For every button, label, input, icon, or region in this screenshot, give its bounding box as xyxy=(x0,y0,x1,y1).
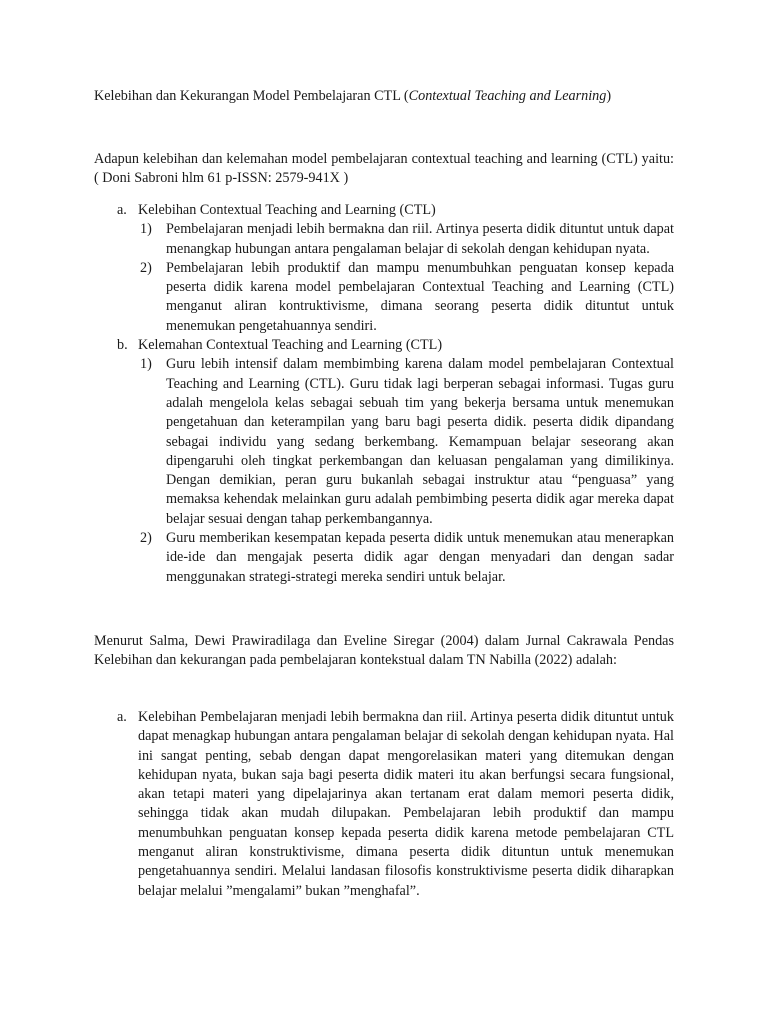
title-italic: Contextual Teaching and Learning xyxy=(408,88,607,104)
sub-item-text: Pembelajaran menjadi lebih bermakna dan riil. Artinya peserta didik dituntut untuk dapat menangkap hubungan antara pengalaman belajar di sekolah dengan kehidupan nyata. xyxy=(166,221,674,257)
list-heading: Kelemahan Contextual Teaching and Learning (CTL) xyxy=(138,337,443,354)
list-heading: Kelebihan Contextual Teaching and Learning (CTL) xyxy=(138,202,436,218)
sub-item-text: Guru lebih intensif dalam membimbing karena dalam model pembelajaran Contextual Teaching and Learning (CTL). Guru tidak lagi berperan sebagai informasi. Tugas guru adalah mengelola kelas sebagai sebuah tim yang bekerja bersama untuk menemukan pengetahuan dan keterampilan yang baru bagi peserta didik. peserta didik dipandang sebagai individu yang sedang berkembang. Kemampuan belajar seseorang akan dipengaruhi oleh tingkat perkembangan dan keluasan pengalaman yang dimilikinya. Dengan demikian, peran guru bukanlah sebagai instruktur atau “penguasa” yang memaksa kehendak melainkan guru adalah pembimbing peserta didik agar mereka dapat belajar sesuai dengan tahap perkembangannya. xyxy=(166,356,674,527)
sub-item xyxy=(94,529,674,587)
document-title xyxy=(94,87,694,106)
list-item-text: Kelebihan Pembelajaran menjadi lebih bermakna dan riil. Artinya peserta didik dituntut untuk dapat menagkap hubungan antara pengalaman belajar di sekolah dengan kehidupan nyata. Hal ini sangat penting, sebab dengan dapat mengorelasikan materi yang ditemukan dengan kehidupan nyata, bukan saja bagi peserta didik materi itu akan berfungsi secara fungsional, akan tetapi materi yang dipelajarinya akan tertanam erat dalam memori peserta didik, sehingga tidak akan mudah dilupakan. Pembelajaran lebih produktif dan mampu menumbuhkan penguatan konsep kepada peserta didik karena metode pembelajaran CTL menganut aliran konstruktivisme, dimana peserta didik dituntun untuk menemukan pengetahuannya sendiri. Melalui landasan filosofis konstruktivisme peserta didik diharapkan belajar melalui ”mengalami” bukan ”menghafal”. xyxy=(138,709,674,899)
list-marker: a. xyxy=(117,202,127,218)
list-kelebihan-2 xyxy=(94,708,674,901)
list-marker: b. xyxy=(117,337,128,354)
sub-marker: 1) xyxy=(140,356,152,373)
list-kelebihan-kelemahan xyxy=(94,201,674,587)
list-item-a xyxy=(94,708,674,901)
sub-item-text: Guru memberikan kesempatan kepada peserta didik untuk menemukan atau menerapkan ide-ide dan mengajak peserta didik agar dengan menyadari dan dengan sadar menggunakan strategi-strategi mereka sendiri untuk belajar. xyxy=(166,530,674,585)
list-marker: a. xyxy=(117,709,127,725)
sub-item xyxy=(94,355,674,529)
sub-item xyxy=(94,259,674,336)
title-prefix: Kelebihan dan Kekurangan Model Pembelajaran CTL ( xyxy=(94,88,409,104)
sub-marker: 2) xyxy=(140,259,152,276)
title-suffix: ) xyxy=(606,88,612,104)
list-item-a xyxy=(94,201,674,220)
sub-item xyxy=(94,220,674,259)
intro-paragraph: Adapun kelebihan dan kelemahan model pembelajaran contextual teaching and learning (CTL) yaitu: ( Doni Sabroni hlm 61 p-ISSN: 2579-941X ) xyxy=(94,151,674,187)
list-item-b xyxy=(94,336,674,355)
sub-item-text: Pembelajaran lebih produktif dan mampu menumbuhkan penguatan konsep kepada peserta didik karena model pembelajaran Contextual Teaching and Learning (CTL) menganut aliran kontruktivisme, dimana seorang peserta didik dituntut untuk menemukan pengetahuannya sendiri. xyxy=(166,259,674,334)
source-paragraph: Menurut Salma, Dewi Prawiradilaga dan Eveline Siregar (2004) dalam Jurnal Cakrawala Pendas Kelebihan dan kekurangan pada pembelajaran kontekstual dalam TN Nabilla (2022) adalah: xyxy=(94,633,674,669)
sub-marker: 1) xyxy=(140,221,152,238)
sub-marker: 2) xyxy=(140,530,152,547)
